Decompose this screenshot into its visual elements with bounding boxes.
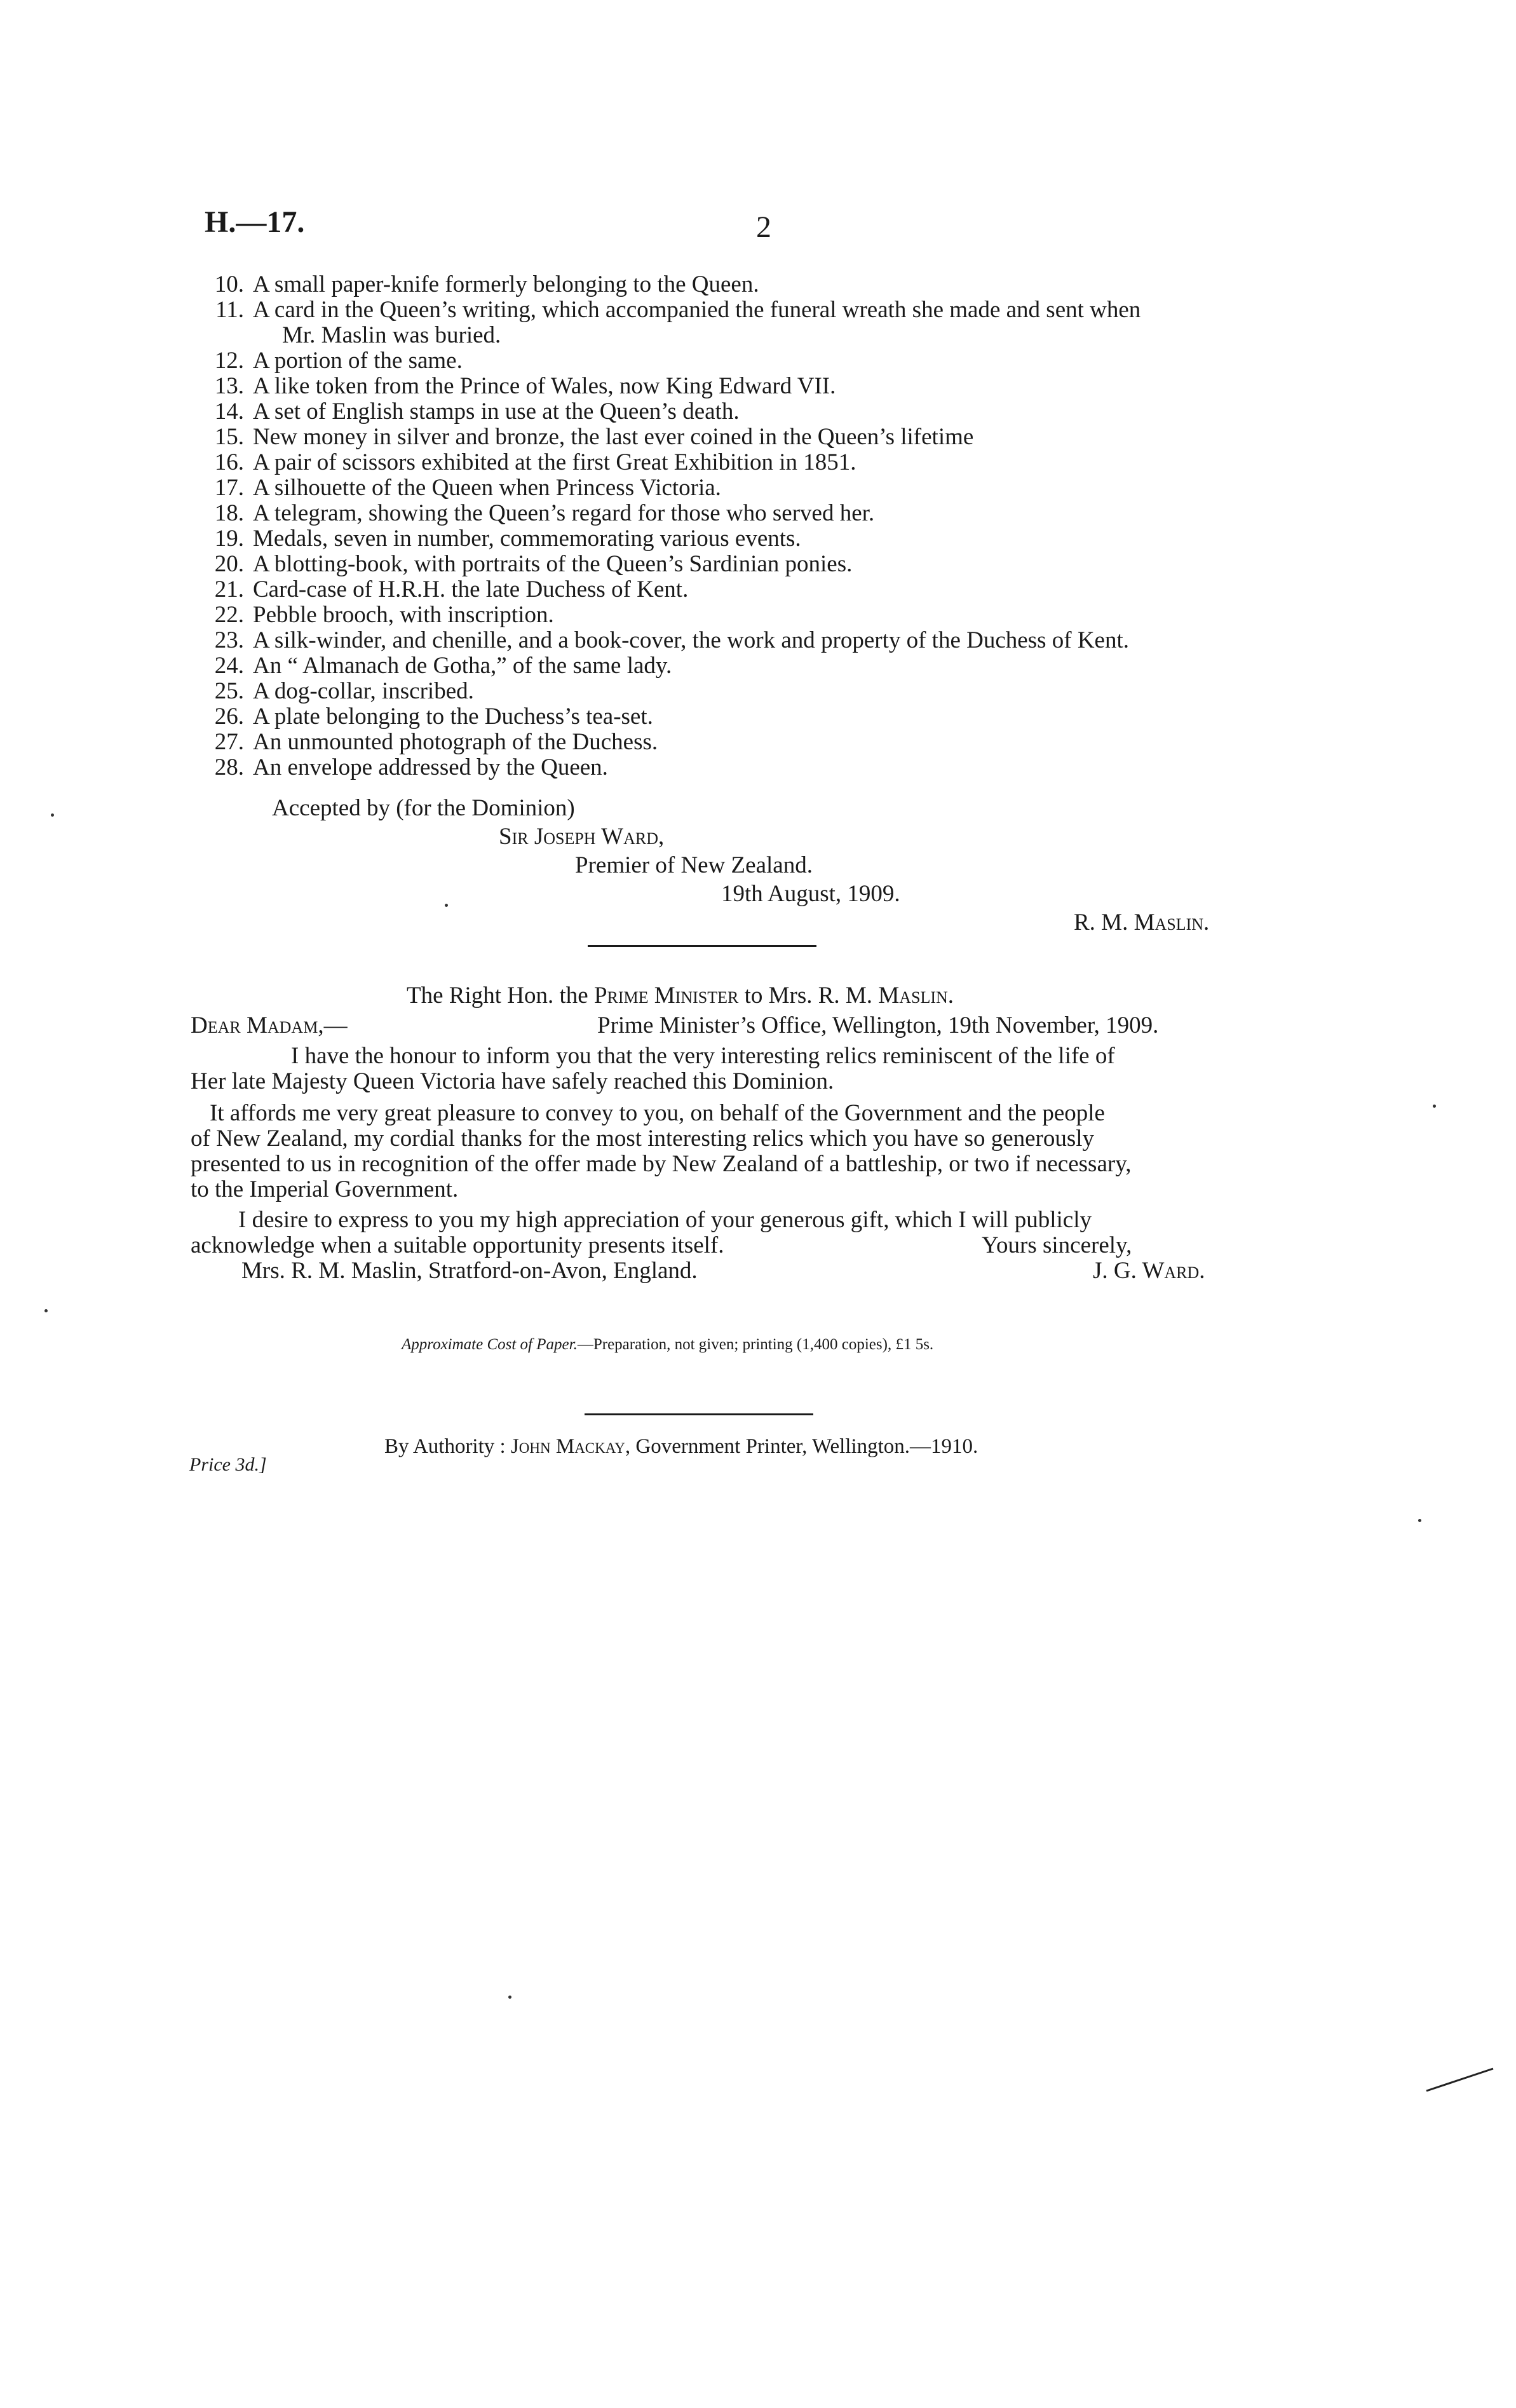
item-text: A like token from the Prince of Wales, now King Edward VII. [253,373,836,399]
item-text: Medals, seven in number, commemorating various events. [253,526,801,552]
item-number: 12. [214,348,244,374]
heading-prime-minister: Prime Minister [593,983,739,1009]
item-number: 27. [214,729,244,755]
item-number: 25. [214,678,244,704]
document-reference: H.—17. [205,205,305,239]
list-item [202,679,474,704]
list-item [202,348,463,374]
item-number: 16. [214,449,244,475]
page-number: 2 [756,210,771,244]
footer-divider [585,1413,813,1415]
item-number: 28. [214,754,244,780]
list-item [202,374,836,399]
list-item [202,425,973,450]
cost-label: Approximate Cost of Paper. [402,1336,578,1353]
heading-suffix: to Mrs. R. M. [744,983,873,1009]
letter-text: It affords me very great pleasure to convey to you, on behalf of the Government and the people [210,1100,1105,1126]
letter-text: of New Zealand, my cordial thanks for the most interesting relics which you have so generously [191,1126,1095,1152]
scan-mark [508,1996,511,1999]
price: Price 3d.] [189,1454,267,1475]
item-text: New money in silver and bronze, the last ever coined in the Queen’s lifetime [253,424,974,450]
item-text: A telegram, showing the Queen’s regard for those who served her. [253,500,875,526]
printer-details: Government Printer, Wellington.—1910. [635,1435,978,1458]
item-text: A card in the Queen’s writing, which accompanied the funeral wreath she made and sent when [253,297,1141,323]
item-text: Card-case of H.R.H. the late Duchess of Kent. [253,576,689,602]
item-text: A pair of scissors exhibited at the first Great Exhibition in 1851. [253,449,856,475]
list-item [202,730,658,755]
item-number: 15. [214,424,244,450]
list-item [202,450,856,475]
printer-name: John Mackay, [510,1435,631,1458]
sender-address: Prime Minister’s Office, Wellington, 19th November, 1909. [597,1012,1159,1038]
list-item [202,297,1140,323]
list-item [202,602,554,628]
list-item [202,628,1129,653]
item-number: 14. [214,398,244,425]
list-item [202,704,653,730]
letter-text: presented to us in recognition of the offer made by New Zealand of a battleship, or two if necessary, [191,1151,1132,1177]
letter-text: acknowledge when a suitable opportunity presents itself. [191,1232,724,1258]
item-text: A small paper-knife formerly belonging to the Queen. [253,271,759,297]
letter-signature: J. G. Ward. [1093,1258,1205,1284]
letter-addressee: Mrs. R. M. Maslin, Stratford-on-Avon, England. [241,1258,698,1284]
letter-text: I desire to express to you my high appreciation of your generous gift, which I will publicly [238,1207,1092,1233]
scan-pen-mark [1423,2046,1499,2097]
authority-prefix: By Authority : [384,1435,506,1458]
item-text: A blotting-book, with portraits of the Queen’s Sardinian ponies. [253,551,853,577]
letter-text: I have the honour to inform you that the very interesting relics reminiscent of the life of [291,1043,1115,1069]
item-number: 21. [214,576,244,602]
printer-imprint [384,1435,978,1459]
item-text: A dog-collar, inscribed. [253,678,474,704]
heading-prefix: The Right Hon. the [407,983,588,1009]
item-text: An unmounted photograph of the Duchess. [253,729,658,755]
item-number: 20. [214,551,244,577]
letter-text: to the Imperial Government. [191,1176,459,1202]
list-item [202,755,608,780]
item-number: 10. [214,271,244,297]
item-text: An “ Almanach de Gotha,” of the same lady. [253,653,672,679]
list-item [202,577,688,602]
item-number: 13. [214,373,244,399]
item-number: 11. [215,297,244,323]
accepted-by-title: Premier of New Zealand. [575,852,813,878]
list-item [202,272,759,297]
cost-text: —Preparation, not given; printing (1,400 copies), £1 5s. [577,1336,934,1353]
list-item [202,399,740,425]
scan-mark [1418,1519,1421,1522]
printing-cost-note [402,1336,933,1354]
list-item-continuation [282,323,501,348]
acceptance-date: 19th August, 1909. [721,881,900,907]
item-number: 23. [214,627,244,653]
accepted-by-line: Accepted by (for the Dominion) [272,795,575,821]
item-number: 26. [214,704,244,730]
scan-mark [445,904,448,907]
item-text: A set of English stamps in use at the Queen’s death. [253,398,740,425]
accepted-by-name: Sir Joseph Ward, [499,824,665,850]
scan-mark [1433,1105,1436,1108]
letter-heading [407,982,954,1010]
pen-stroke [1426,2069,1493,2091]
list-item [202,501,874,526]
scan-mark [51,813,54,817]
item-number: 17. [214,475,244,501]
list-item [202,653,672,679]
acceptance-signatory: R. M. Maslin. [1074,909,1210,935]
list-item [202,552,852,577]
item-number: 19. [214,526,244,552]
item-text: A plate belonging to the Duchess’s tea-set. [253,704,653,730]
item-text: A silhouette of the Queen when Princess Victoria. [253,475,721,501]
item-text: A portion of the same. [253,348,463,374]
item-number: 18. [214,500,244,526]
item-text: Mr. Maslin was buried. [282,322,501,348]
item-text: A silk-winder, and chenille, and a book-cover, the work and property of the Duchess of Kent. [253,627,1129,653]
item-text: An envelope addressed by the Queen. [253,754,608,780]
scan-mark [44,1309,48,1312]
list-item [202,475,721,501]
heading-name: Maslin. [878,983,954,1009]
item-number: 22. [214,602,244,628]
list-item [202,526,801,552]
letter-closing: Yours sincerely, [982,1232,1132,1258]
letter-text: Her late Majesty Queen Victoria have safely reached this Dominion. [191,1068,834,1094]
salutation: Dear Madam,— [191,1012,348,1038]
section-divider [588,945,816,947]
item-text: Pebble brooch, with inscription. [253,602,554,628]
item-number: 24. [214,653,244,679]
